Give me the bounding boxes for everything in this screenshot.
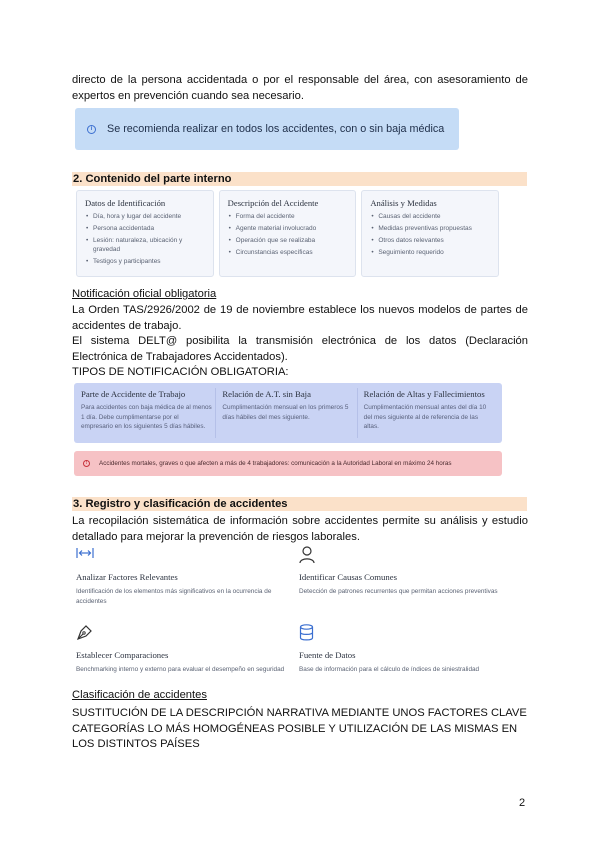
card-identification xyxy=(76,190,214,277)
feature-title: Identificar Causas Comunes xyxy=(299,572,397,582)
card-list-item: • Persona accidentada xyxy=(85,224,205,233)
intro-paragraph: directo de la persona accidentada o por el responsable del área, con asesoramiento de expertos en prevención cuando sea necesario. xyxy=(72,74,528,102)
feature-title: Analizar Factores Relevantes xyxy=(76,572,178,582)
notification-type xyxy=(361,388,498,438)
classification-heading: Clasificación de accidentes xyxy=(72,689,207,701)
internal-report-cards xyxy=(76,190,499,277)
card-list-item: • Agente material involucrado xyxy=(228,224,348,233)
notification-type xyxy=(78,388,216,438)
classification-text: SUSTITUCIÓN DE LA DESCRIPCIÓN NARRATIVA MEDIANTE UNOS FACTORES CLAVE CATEGORÍAS LO MÁS HOMOGÉNEAS POSIBLE Y UTILIZACIÓN DE LAS MISMAS EN LOS DISTINTOS PAÍSES xyxy=(72,707,527,750)
feature-item xyxy=(299,624,509,675)
notification-line: El sistema DELT@ posibilita la transmisión electrónica de los datos (Declaración Electrónica de Trabajadores Accidentados). xyxy=(72,335,528,363)
notification-line: TIPOS DE NOTIFICACIÓN OBLIGATORIA: xyxy=(72,366,289,378)
feature-title: Establecer Comparaciones xyxy=(76,650,169,660)
section-2-heading: 2. Contenido del parte interno xyxy=(72,172,527,186)
card-list-item: • Circunstancias específicas xyxy=(228,248,348,257)
notification-type-title: Relación de Altas y Fallecimientos xyxy=(363,389,485,399)
notification-type-text: Cumplimentación mensual antes del día 10 del mes siguiente al de referencia de las altas. xyxy=(363,404,487,430)
feature-item xyxy=(299,546,509,597)
card-list-item: • Testigos y participantes xyxy=(85,257,205,266)
notification-types-panel xyxy=(74,383,502,443)
urgent-alert xyxy=(74,451,502,476)
card-list-item: • Lesión: naturaleza, ubicación y gravedad xyxy=(85,236,205,254)
alert-icon: ! xyxy=(83,460,90,467)
card-list-item: • Causas del accidente xyxy=(370,212,490,221)
info-callout xyxy=(75,108,459,150)
card-list-item: • Seguimiento requerido xyxy=(370,248,490,257)
notification-type-title: Parte de Accidente de Trabajo xyxy=(81,389,186,399)
info-callout-text: Se recomienda realizar en todos los accidentes, con o sin baja médica xyxy=(107,123,445,135)
feature-item xyxy=(76,546,286,607)
pen-nib-icon xyxy=(76,624,286,644)
card-list-item: • Operación que se realizaba xyxy=(228,236,348,245)
arrows-horizontal-icon xyxy=(76,546,286,566)
card-list-item: • Otros datos relevantes xyxy=(370,236,490,245)
notification-type-text: Cumplimentación mensual en los primeros 5 días hábiles del mes siguiente. xyxy=(222,404,349,421)
database-icon xyxy=(299,624,509,644)
notification-line: La Orden TAS/2926/2002 de 19 de noviembre establece los nuevos modelos de partes de accidentes de trabajo. xyxy=(72,304,528,332)
feature-description: Detección de patrones recurrentes que permitan acciones preventivas xyxy=(299,588,498,595)
card-description xyxy=(219,190,357,277)
feature-description: Identificación de los elementos más significativos en la ocurrencia de accidentes xyxy=(76,588,272,605)
notification-heading: Notificación oficial obligatoria xyxy=(72,288,217,300)
card-list-item: • Medidas preventivas propuestas xyxy=(370,224,490,233)
page-number: 2 xyxy=(519,797,526,809)
feature-item xyxy=(76,624,286,675)
notification-type-title: Relación de A.T. sin Baja xyxy=(222,389,311,399)
notification-text xyxy=(72,303,528,381)
feature-description: Benchmarking interno y externo para evaluar el desempeño en seguridad xyxy=(76,666,285,673)
notification-type-text: Para accidentes con baja médica de al menos 1 día. Debe cumplimentarse por el empresario en los siguientes 5 días hábiles. xyxy=(81,404,212,430)
info-icon: i xyxy=(87,125,96,134)
card-title: Datos de Identificación xyxy=(85,198,166,208)
feature-title: Fuente de Datos xyxy=(299,650,356,660)
card-title: Análisis y Medidas xyxy=(370,198,437,208)
registry-paragraph: La recopilación sistemática de información sobre accidentes permite su análisis y estudio detallado para mejorar la prevención de riesgos laborales. xyxy=(72,515,528,543)
card-title: Descripción del Accidente xyxy=(227,198,319,208)
section-3-heading: 3. Registro y clasificación de accidentes xyxy=(72,497,527,511)
feature-description: Base de información para el cálculo de índices de siniestralidad xyxy=(299,666,480,673)
card-analysis xyxy=(361,190,499,277)
urgent-alert-text: Accidentes mortales, graves o que afecten a más de 4 trabajadores: comunicación a la Autoridad Laboral en máximo 24 horas xyxy=(99,460,452,467)
card-list-item: • Día, hora y lugar del accidente xyxy=(85,212,205,221)
user-icon xyxy=(299,546,509,566)
notification-type xyxy=(219,388,357,438)
card-list-item: • Forma del accidente xyxy=(228,212,348,221)
